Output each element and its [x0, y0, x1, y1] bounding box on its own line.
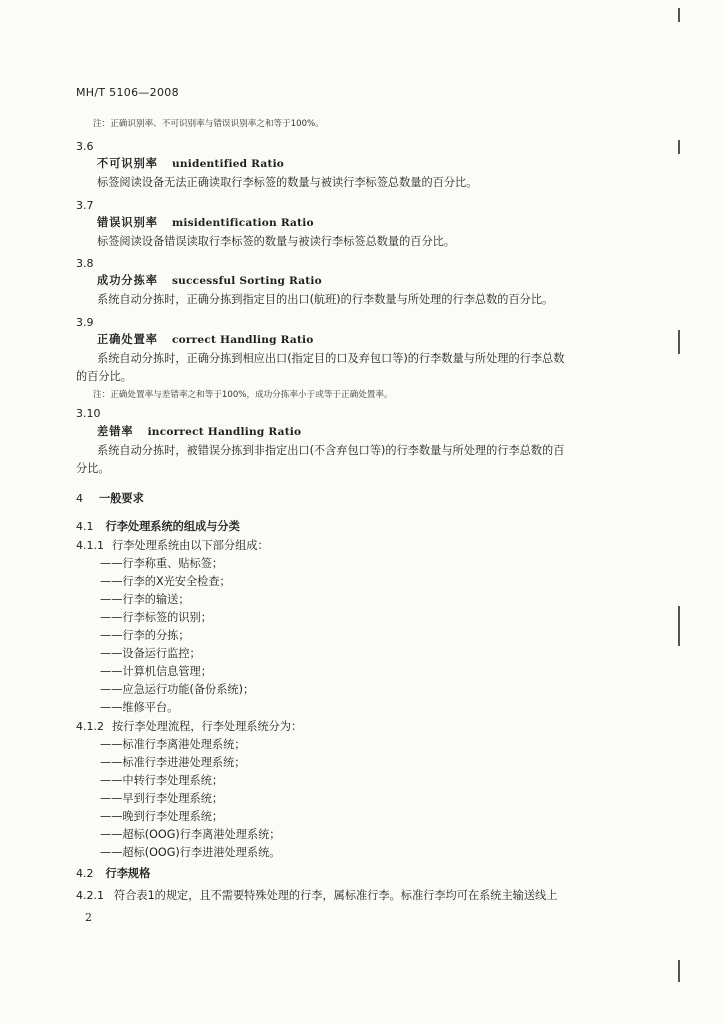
section-number: 4: [76, 492, 83, 505]
list-item: ——早到行李处理系统；: [100, 792, 224, 805]
section-title: 一般要求: [99, 492, 144, 505]
definition-text: 系统自动分拣时，正确分拣到指定目的出口(航班)的行李数量与所处理的行李总数的百分比。: [97, 293, 554, 306]
clause-number: 3.7: [76, 199, 94, 212]
scan-edge-mark: [678, 960, 680, 982]
clause-number: 3.8: [76, 257, 94, 270]
note-handling-ratio: 注：正确处置率与差错率之和等于100%，成功分拣率小于或等于正确处置率。: [93, 390, 393, 400]
section-title: 行李处理系统的组成与分类: [105, 520, 240, 533]
term-en: correct Handling Ratio: [171, 334, 314, 346]
list-item: ——行李的分拣；: [100, 629, 190, 642]
term-zh: 成功分拣率: [97, 274, 158, 287]
term-en: unidentified Ratio: [171, 158, 285, 170]
definition-text: 分比。: [76, 462, 110, 475]
scan-edge-mark: [678, 330, 680, 354]
list-item: ——行李的输送；: [100, 593, 190, 606]
note-recognition-sum: 注：正确识别率、不可识别率与错误识别率之和等于100%。: [93, 119, 324, 129]
list-item: ——行李称重、贴标签；: [100, 557, 224, 570]
definition-text: 系统自动分拣时，正确分拣到相应出口(指定目的口及弃包口等)的行李数量与所处理的行李总数: [97, 352, 565, 365]
section-title: 行李规格: [105, 867, 151, 880]
term-heading: [97, 424, 301, 440]
section-heading: [76, 491, 144, 506]
clause-number: 4.1.1: [76, 539, 104, 552]
clause-line: [76, 888, 557, 903]
definition-text: 标签阅读设备无法正确读取行李标签的数量与被读行李标签总数量的百分比。: [97, 176, 478, 189]
term-zh: 错误识别率: [97, 216, 158, 229]
term-zh: 不可识别率: [97, 157, 158, 170]
scan-edge-mark: [678, 8, 680, 22]
term-heading: [97, 215, 314, 231]
list-item: ——计算机信息管理；: [100, 665, 212, 678]
clause-line: [76, 719, 302, 734]
list-item: ——超标(OOG)行李进港处理系统。: [100, 846, 281, 859]
clause-text: 行李处理系统由以下部分组成：: [112, 539, 269, 552]
scan-edge-mark: [678, 606, 680, 646]
term-heading: [97, 273, 322, 289]
term-zh: 差错率: [97, 425, 134, 438]
list-item: ——晚到行李处理系统；: [100, 810, 224, 823]
list-item: ——标准行李进港处理系统；: [100, 756, 246, 769]
definition-text: 的百分比。: [76, 370, 132, 383]
subsection-heading: [76, 519, 240, 534]
term-zh: 正确处置率: [97, 333, 158, 346]
list-item: ——行李的X光安全检查；: [100, 575, 231, 588]
definition-text: 系统自动分拣时，被错误分拣到非指定出口(不含弃包口等)的行李数量与所处理的行李总数的百: [97, 444, 565, 457]
list-item: ——行李标签的识别；: [100, 611, 212, 624]
clause-text: 符合表1的规定，且不需要特殊处理的行李，属标准行李。标准行李均可在系统主输送线上: [114, 889, 558, 902]
term-en: successful Sorting Ratio: [171, 275, 322, 287]
list-item: ——应急运行功能(备份系统)；: [100, 683, 255, 696]
clause-number: 3.10: [76, 407, 101, 420]
clause-number: 3.6: [76, 140, 94, 153]
standard-code: MH/T 5106—2008: [76, 86, 179, 99]
clause-line: [76, 538, 269, 553]
subsection-heading: [76, 866, 150, 881]
definition-text: 标签阅读设备错误读取行李标签的数量与被读行李标签总数量的百分比。: [97, 235, 456, 248]
term-en: incorrect Handling Ratio: [147, 426, 302, 438]
list-item: ——标准行李离港处理系统；: [100, 738, 246, 751]
page-number: 2: [85, 911, 92, 924]
term-en: misidentification Ratio: [171, 217, 314, 229]
term-heading: [97, 332, 314, 348]
clause-text: 按行李处理流程，行李处理系统分为：: [112, 720, 303, 733]
term-heading: [97, 156, 284, 172]
scan-edge-mark: [678, 140, 680, 154]
list-item: ——设备运行监控；: [100, 647, 201, 660]
list-item: ——维修平台。: [100, 701, 179, 714]
section-number: 4.1: [76, 520, 94, 533]
clause-number: 3.9: [76, 316, 94, 329]
section-number: 4.2: [76, 867, 94, 880]
clause-number: 4.1.2: [76, 720, 104, 733]
list-item: ——超标(OOG)行李离港处理系统；: [100, 828, 281, 841]
list-item: ——中转行李处理系统；: [100, 774, 224, 787]
clause-number: 4.2.1: [76, 889, 104, 902]
